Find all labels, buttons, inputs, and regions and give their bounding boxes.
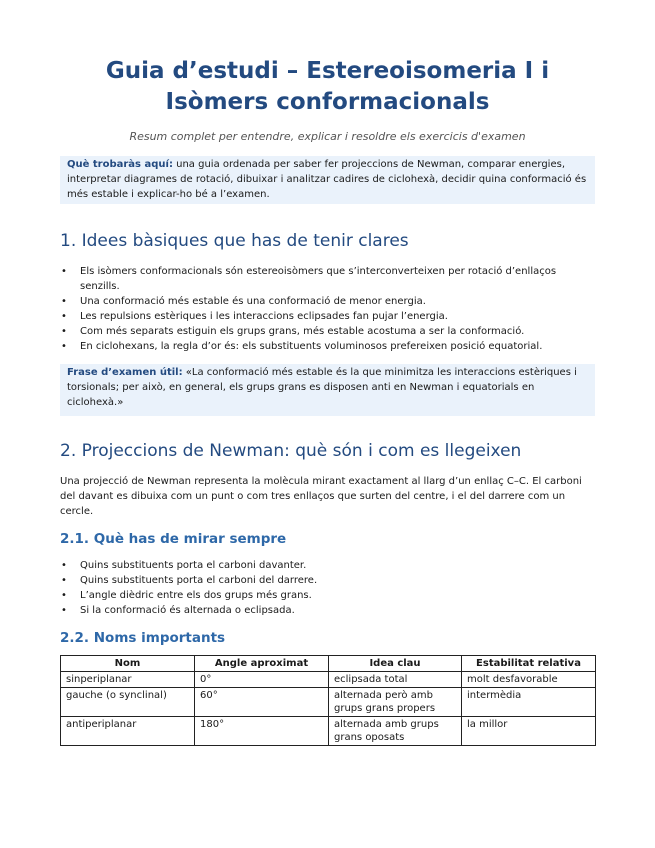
section-1-bullets (60, 264, 595, 354)
list-item: • Una conformació més estable és una conformació de menor energia. (60, 294, 595, 309)
title-line-2: Isòmers conformacionals (165, 89, 490, 115)
table-header-cell: Idea clau (329, 656, 462, 672)
table-header-row (61, 656, 596, 672)
table-cell: gauche (o synclinal) (61, 688, 195, 717)
table-cell: antiperiplanar (61, 717, 195, 746)
names-table (60, 655, 596, 746)
section-2-heading: 2. Projeccions de Newman: què són i com es llegeixen (60, 441, 522, 461)
list-item: • Quins substituents porta el carboni davanter. (60, 558, 595, 573)
list-item: • Com més separats estiguin els grups grans, més estable acostuma a ser la conformació. (60, 324, 595, 339)
table-cell: intermèdia (462, 688, 596, 717)
list-item: • En ciclohexans, la regla d’or és: els substituents voluminosos prefereixen posició equatorial. (60, 339, 595, 354)
list-item: • L’angle dièdric entre els dos grups més grans. (60, 588, 595, 603)
title-line-1: Guia d’estudi – Estereoisomeria I i (105, 58, 550, 84)
section-1-heading: 1. Idees bàsiques que has de tenir clares (60, 231, 409, 251)
section-2-1-bullets (60, 558, 595, 618)
table-cell: eclipsada total (329, 672, 462, 688)
exam-phrase-box (60, 364, 595, 416)
table-header-cell: Estabilitat relativa (462, 656, 596, 672)
section-2-1-heading: 2.1. Què has de mirar sempre (60, 531, 287, 547)
table-cell: molt desfavorable (462, 672, 596, 688)
list-item: • Els isòmers conformacionals són estereoisòmers que s’interconverteixen per rotació d’enllaços senzills. (60, 264, 595, 294)
table-cell: 180° (195, 717, 329, 746)
table-cell: 60° (195, 688, 329, 717)
section-2-paragraph: Una projecció de Newman representa la molècula mirant exactament al llarg d’un enllaç C–C. El carboni del davant es dibuixa com un punt o com tres enllaços que surten del centre, i el del darrere com un cercle. (60, 476, 582, 517)
intro-box (60, 156, 595, 204)
exam-phrase-text: «La conformació més estable és la que minimitza les interaccions estèriques i torsionals; per això, en general, els grups grans es disposen anti en Newman i equatorials en ciclohexà.» (67, 367, 577, 408)
exam-phrase-label: Frase d’examen útil: (67, 367, 183, 378)
table-row (61, 688, 596, 717)
table-header-cell: Nom (61, 656, 195, 672)
list-item: • Si la conformació és alternada o eclipsada. (60, 603, 595, 618)
table-cell: alternada però amb grups grans propers (329, 688, 462, 717)
table-header-cell: Angle aproximat (195, 656, 329, 672)
table-cell: 0° (195, 672, 329, 688)
table-cell: alternada amb grups grans oposats (329, 717, 462, 746)
table-row (61, 717, 596, 746)
document-title (60, 0, 595, 118)
document-subtitle: Resum complet per entendre, explicar i resoldre els exercicis d'examen (129, 130, 526, 143)
list-item: • Quins substituents porta el carboni del darrere. (60, 573, 595, 588)
intro-box-text: una guia ordenada per saber fer projeccions de Newman, comparar energies, interpretar diagrames de rotació, dibuixar i analitzar cadires de ciclohexà, decidir quina conformació és més estable i explicar-ho bé a l’examen. (67, 159, 587, 200)
list-item: • Les repulsions estèriques i les interaccions eclipsades fan pujar l’energia. (60, 309, 595, 324)
table-row (61, 672, 596, 688)
section-2-2-heading: 2.2. Noms importants (60, 630, 226, 646)
table-cell: sinperiplanar (61, 672, 195, 688)
table-cell: la millor (462, 717, 596, 746)
intro-box-label: Què trobaràs aquí: (67, 159, 173, 170)
